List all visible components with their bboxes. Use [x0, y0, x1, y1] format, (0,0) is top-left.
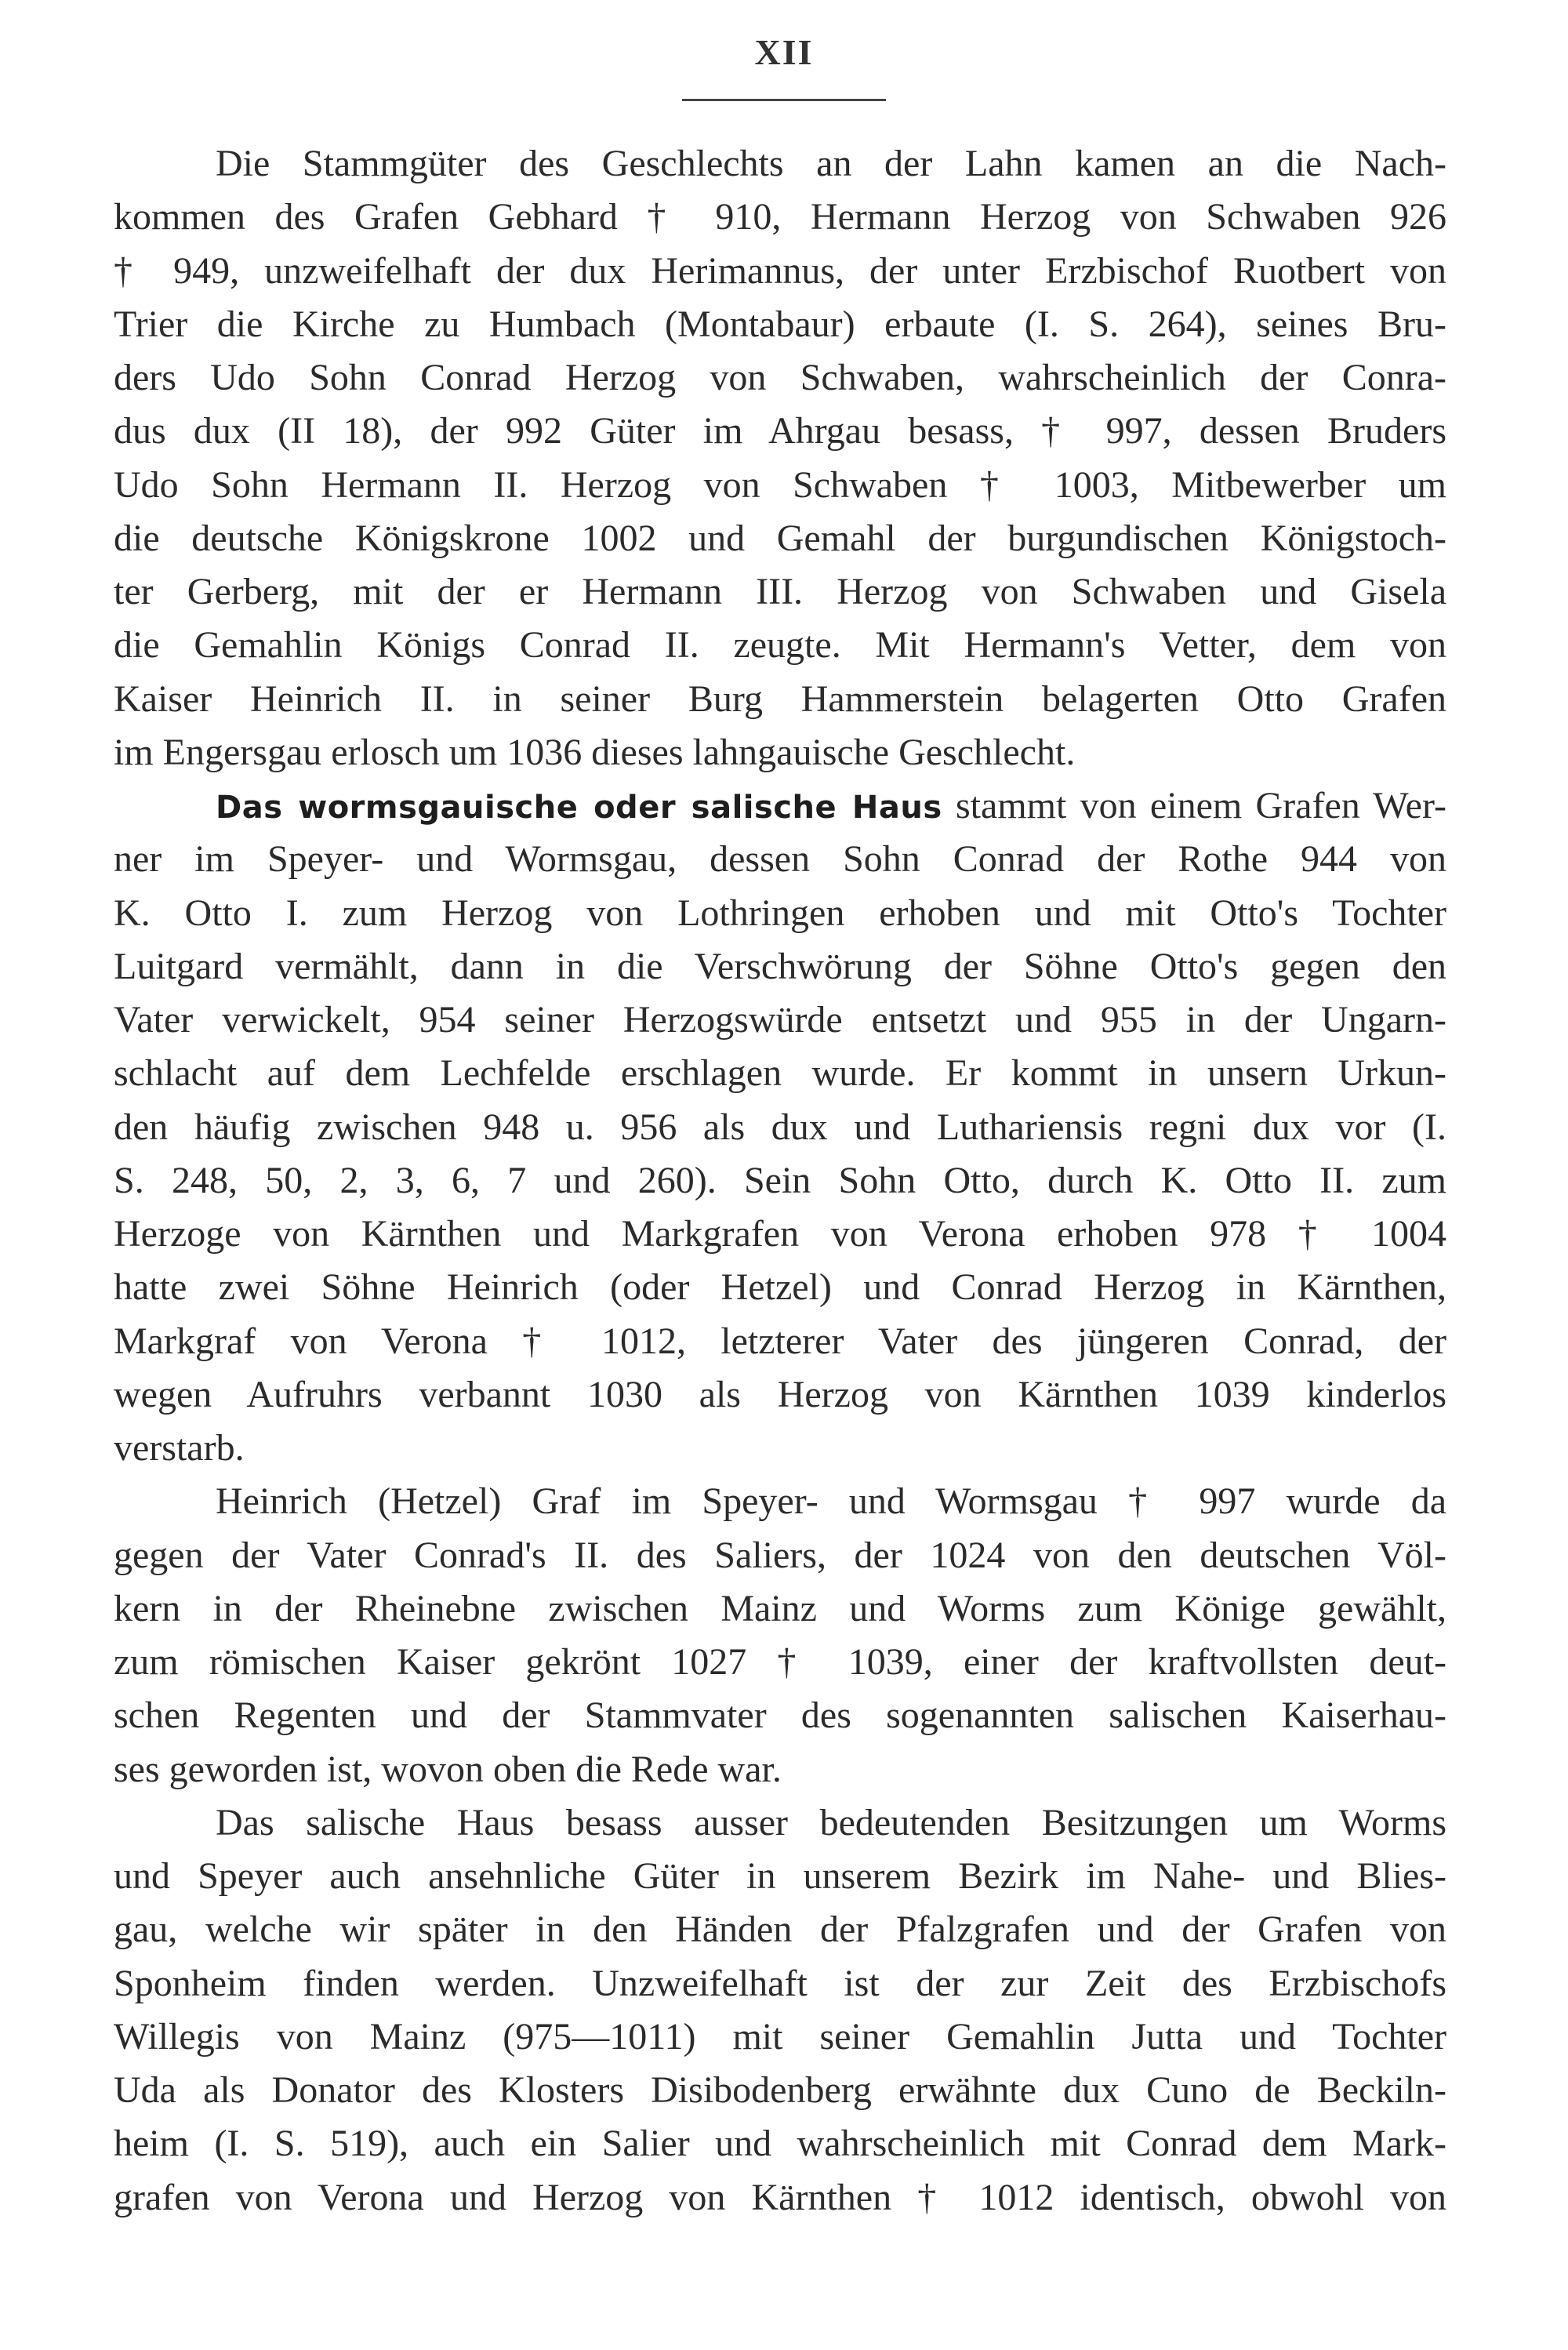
- text-line: den häufig zwischen 948 u. 956 als dux und Luthariensis regni dux vor (I.: [114, 1106, 1446, 1148]
- text-line: die deutsche Königskrone 1002 und Gemahl der burgundischen Königstoch-: [114, 517, 1446, 559]
- text-line: Markgraf von Verona † 1012, letzterer Vater des jüngeren Conrad, der: [114, 1320, 1446, 1362]
- text-line: † 949, unzweifelhaft der dux Herimannus, der unter Erzbischof Ruotbert von: [114, 249, 1446, 292]
- text-line: Sponheim finden werden. Unzweifelhaft ist der zur Zeit des Erzbischofs: [114, 1962, 1446, 2004]
- text-line: schen Regenten und der Stammvater des sogenannten salischen Kaiserhau-: [114, 1694, 1446, 1737]
- text-line: K. Otto I. zum Herzog von Lothringen erhoben und mit Otto's Tochter: [114, 892, 1446, 934]
- text-line: im Engersgau erlosch um 1036 dieses lahngauische Geschlecht.: [114, 731, 1076, 773]
- emphasis-heading: Das wormsgauische oder salische Haus: [216, 790, 942, 826]
- text-line: ses geworden ist, wovon oben die Rede war.: [114, 1748, 782, 1790]
- text-line: die Gemahlin Königs Conrad II. zeugte. Mit Hermann's Vetter, dem von: [114, 624, 1446, 666]
- text-line: grafen von Verona und Herzog von Kärnthen † 1012 identisch, obwohl von: [114, 2176, 1446, 2218]
- text-line: schlacht auf dem Lechfelde erschlagen wurde. Er kommt in unsern Urkun-: [114, 1052, 1446, 1095]
- text-line: Die Stammgüter des Geschlechts an der Lahn kamen an die Nach-: [216, 143, 1446, 184]
- text-line: ders Udo Sohn Conrad Herzog von Schwaben, wahrscheinlich der Conra-: [114, 357, 1446, 398]
- text-line: verstarb.: [114, 1427, 245, 1469]
- text-line: und Speyer auch ansehnliche Güter in unserem Bezirk im Nahe- und Blies-: [114, 1855, 1446, 1897]
- header-rule: [682, 99, 886, 101]
- text-line: wegen Aufruhrs verbannt 1030 als Herzog von Kärnthen 1039 kinderlos: [114, 1373, 1446, 1415]
- text-line: ter Gerberg, mit der er Hermann III. Herzog von Schwaben und Gisela: [114, 571, 1446, 612]
- text-line: heim (I. S. 519), auch ein Salier und wahrscheinlich mit Conrad dem Mark-: [114, 2123, 1446, 2165]
- text-line: dus dux (II 18), der 992 Güter im Ahrgau besass, † 997, dessen Bruders: [114, 410, 1446, 452]
- text-line: kern in der Rheinebne zwischen Mainz und Worms zum Könige gewählt,: [114, 1587, 1446, 1629]
- text-line-rest: stammt von einem Grafen Wer-: [942, 785, 1446, 826]
- text-line: zum römischen Kaiser gekrönt 1027 † 1039, einer der kraftvollsten deut-: [114, 1641, 1446, 1683]
- text-line: S. 248, 50, 2, 3, 6, 7 und 260). Sein Sohn Otto, durch K. Otto II. zum: [114, 1159, 1446, 1201]
- text-line: ner im Speyer- und Wormsgau, dessen Sohn Conrad der Rothe 944 von: [114, 838, 1446, 881]
- text-line: Uda als Donator des Klosters Disibodenberg erwähnte dux Cuno de Beckiln-: [114, 2069, 1446, 2111]
- text-line: gau, welche wir später in den Händen der Pfalzgrafen und der Grafen von: [114, 1909, 1446, 1951]
- text-line: Herzoge von Kärnthen und Markgrafen von Verona erhoben 978 † 1004: [114, 1213, 1446, 1255]
- text-line: Trier die Kirche zu Humbach (Montabaur) erbaute (I. S. 264), seines Bru-: [114, 303, 1446, 345]
- text-line: kommen des Grafen Gebhard † 910, Hermann Herzog von Schwaben 926: [114, 196, 1446, 238]
- text-line: Heinrich (Hetzel) Graf im Speyer- und Wormsgau † 997 wurde da: [216, 1480, 1446, 1523]
- text-line: gegen der Vater Conrad's II. des Saliers, der 1024 von den deutschen Völ-: [114, 1534, 1446, 1576]
- text-line: hatte zwei Söhne Heinrich (oder Hetzel) und Conrad Herzog in Kärnthen,: [114, 1266, 1446, 1309]
- text-line: Kaiser Heinrich II. in seiner Burg Hammerstein belagerten Otto Grafen: [114, 677, 1446, 720]
- text-line: Willegis von Mainz (975—1011) mit seiner Gemahlin Jutta und Tochter: [114, 2015, 1446, 2058]
- text-line: Udo Sohn Hermann II. Herzog von Schwaben † 1003, Mitbewerber um: [114, 463, 1446, 506]
- body-text: [114, 137, 1446, 2225]
- text-line: Luitgard vermählt, dann in die Verschwörung der Söhne Otto's gegen den: [114, 945, 1446, 987]
- text-line: Das salische Haus besass ausser bedeutenden Besitzungen um Worms: [216, 1801, 1446, 1843]
- page-number: XII: [754, 32, 814, 72]
- text-line: Vater verwickelt, 954 seiner Herzogswürde entsetzt und 955 in der Ungarn-: [114, 999, 1446, 1041]
- text-line-emphasis: [114, 779, 1446, 833]
